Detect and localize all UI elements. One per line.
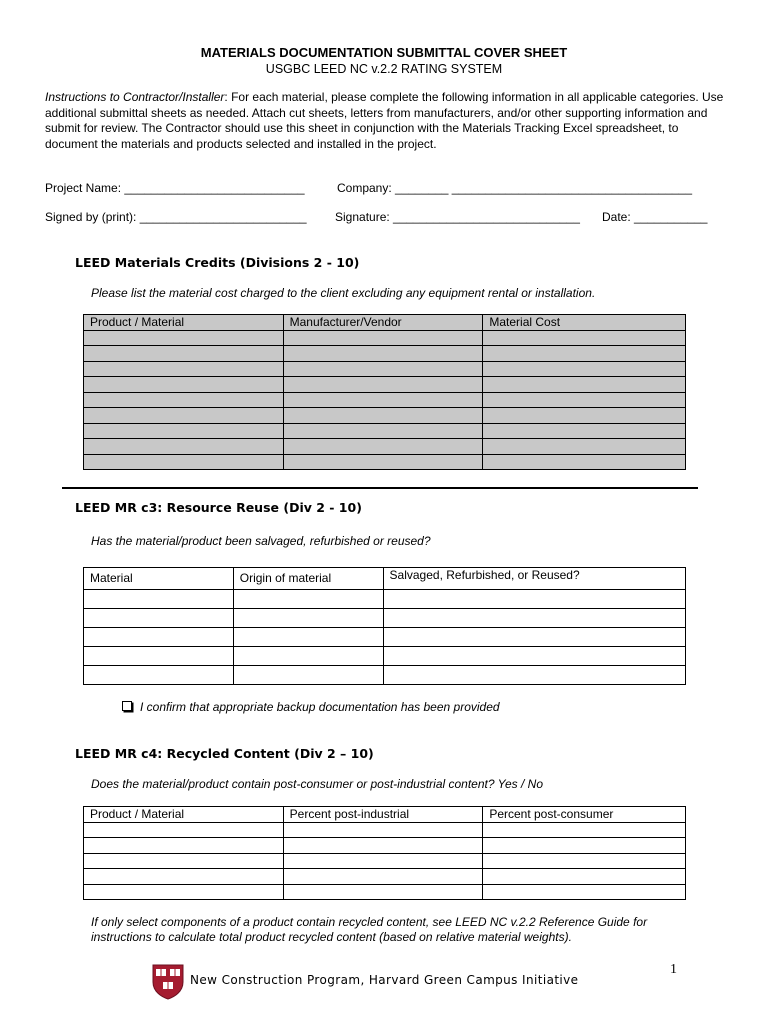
table-cell[interactable] [233, 647, 383, 666]
instructions-lead: Instructions to Contractor/Installer [45, 90, 225, 104]
table-cell[interactable] [283, 822, 483, 838]
column-header: Product / Material [84, 315, 284, 331]
table-cell[interactable] [84, 869, 284, 885]
table-cell[interactable] [383, 590, 685, 609]
table-cell[interactable] [84, 884, 284, 900]
instructions-paragraph [45, 90, 725, 152]
table-cell[interactable] [483, 439, 686, 455]
table-cell[interactable] [84, 330, 284, 346]
table-row [84, 647, 686, 666]
table-cell[interactable] [84, 647, 234, 666]
table-cell[interactable] [84, 590, 234, 609]
table-cell[interactable] [84, 439, 284, 455]
table-row [84, 439, 686, 455]
table-header-row [84, 315, 686, 331]
materials-credits-table [83, 314, 686, 470]
table-cell[interactable] [483, 822, 686, 838]
column-header: Manufacturer/Vendor [283, 315, 483, 331]
table-cell[interactable] [84, 609, 234, 628]
table-cell[interactable] [283, 361, 483, 377]
column-header: Product / Material [84, 807, 284, 823]
table-cell[interactable] [84, 408, 284, 424]
table-cell[interactable] [84, 838, 284, 854]
signed-by-field[interactable]: Signed by (print): _________________________ [45, 210, 307, 224]
table-cell[interactable] [283, 346, 483, 362]
table-cell[interactable] [84, 628, 234, 647]
table-row [84, 361, 686, 377]
instructions-text: : For each material, please complete the following information in all applicable categories. Use additional submittal sheets as needed. Attach cut sheets, letters from manufacturers, and/or other supporting information and submit for review. The Contractor should use this sheet in conjunction with the Materials Tracking Excel spreadsheet, to document the materials and products selected and installed in the project. [45, 90, 724, 151]
column-header: Salvaged, Refurbished, or Reused? [383, 568, 685, 590]
table-row [84, 628, 686, 647]
confirm-label: I confirm that appropriate backup documentation has been provided [140, 700, 500, 714]
table-cell[interactable] [483, 392, 686, 408]
table-cell[interactable] [483, 853, 686, 869]
table-cell[interactable] [483, 346, 686, 362]
table-cell[interactable] [283, 838, 483, 854]
resource-reuse-table [83, 567, 686, 685]
table-row [84, 609, 686, 628]
table-cell[interactable] [483, 408, 686, 424]
table-cell[interactable] [283, 392, 483, 408]
section2-heading: LEED MR c3: Resource Reuse (Div 2 - 10) [75, 500, 362, 515]
table-cell[interactable] [283, 408, 483, 424]
date-field[interactable]: Date: ___________ [602, 210, 708, 224]
table-cell[interactable] [483, 361, 686, 377]
table-cell[interactable] [84, 822, 284, 838]
section1-note: Please list the material cost charged to the client excluding any equipment rental or installation. [91, 286, 596, 300]
table-row [84, 423, 686, 439]
table-cell[interactable] [84, 666, 234, 685]
column-header: Percent post-industrial [283, 807, 483, 823]
table-row [84, 377, 686, 393]
table-cell[interactable] [84, 346, 284, 362]
table-cell[interactable] [483, 884, 686, 900]
table-cell[interactable] [84, 423, 284, 439]
page-number: 1 [670, 962, 677, 977]
document-title: MATERIALS DOCUMENTATION SUBMITTAL COVER SHEET [200, 45, 568, 60]
checkbox-icon[interactable] [122, 701, 132, 711]
table-cell[interactable] [233, 590, 383, 609]
table-row [84, 392, 686, 408]
table-row [84, 853, 686, 869]
table-cell[interactable] [233, 628, 383, 647]
section1-heading: LEED Materials Credits (Divisions 2 - 10) [75, 255, 360, 270]
table-cell[interactable] [84, 454, 284, 470]
table-cell[interactable] [483, 869, 686, 885]
table-cell[interactable] [283, 853, 483, 869]
recycled-content-table [83, 806, 686, 900]
table-row [84, 884, 686, 900]
table-cell[interactable] [483, 330, 686, 346]
table-cell[interactable] [483, 454, 686, 470]
table-cell[interactable] [84, 377, 284, 393]
table-header-row [84, 568, 686, 590]
section2-note: Has the material/product been salvaged, refurbished or reused? [91, 534, 431, 548]
harvard-shield-icon [152, 964, 184, 1000]
table-row [84, 330, 686, 346]
footer-text: New Construction Program, Harvard Green Campus Initiative [190, 973, 579, 987]
table-cell[interactable] [233, 609, 383, 628]
table-cell[interactable] [283, 454, 483, 470]
table-cell[interactable] [283, 884, 483, 900]
column-header: Percent post-consumer [483, 807, 686, 823]
table-row [84, 822, 686, 838]
table-row [84, 666, 686, 685]
table-cell[interactable] [283, 869, 483, 885]
table-cell[interactable] [283, 330, 483, 346]
project-name-field[interactable]: Project Name: ___________________________ [45, 181, 305, 195]
table-cell[interactable] [383, 609, 685, 628]
table-row [84, 454, 686, 470]
table-cell[interactable] [383, 647, 685, 666]
section3-note: Does the material/product contain post-consumer or post-industrial content? Yes / No [91, 777, 544, 791]
column-header: Material [84, 568, 234, 590]
table-cell[interactable] [383, 628, 685, 647]
table-row [84, 346, 686, 362]
table-cell[interactable] [283, 423, 483, 439]
table-cell[interactable] [283, 377, 483, 393]
table-row [84, 869, 686, 885]
section-divider [62, 487, 698, 489]
column-header: Origin of material [233, 568, 383, 590]
signature-field[interactable]: Signature: ____________________________ [335, 210, 580, 224]
table-header-row [84, 807, 686, 823]
table-cell[interactable] [84, 392, 284, 408]
company-field[interactable]: Company: ________ ____________________________________ [337, 181, 693, 195]
table-row [84, 408, 686, 424]
table-cell[interactable] [283, 439, 483, 455]
table-row [84, 590, 686, 609]
recycled-footnote: If only select components of a product contain recycled content, see LEED NC v.2.2 Reference Guide for instructions to calculate total product recycled content (based on relative material weights). [91, 915, 648, 944]
column-header: Material Cost [483, 315, 686, 331]
table-cell[interactable] [383, 666, 685, 685]
confirm-documentation[interactable] [122, 700, 500, 714]
table-cell[interactable] [483, 423, 686, 439]
table-cell[interactable] [84, 361, 284, 377]
table-cell[interactable] [483, 838, 686, 854]
table-cell[interactable] [233, 666, 383, 685]
table-cell[interactable] [84, 853, 284, 869]
table-cell[interactable] [483, 377, 686, 393]
document-subtitle: USGBC LEED NC v.2.2 RATING SYSTEM [265, 62, 503, 76]
section3-heading: LEED MR c4: Recycled Content (Div 2 – 10) [75, 746, 374, 761]
table-row [84, 838, 686, 854]
